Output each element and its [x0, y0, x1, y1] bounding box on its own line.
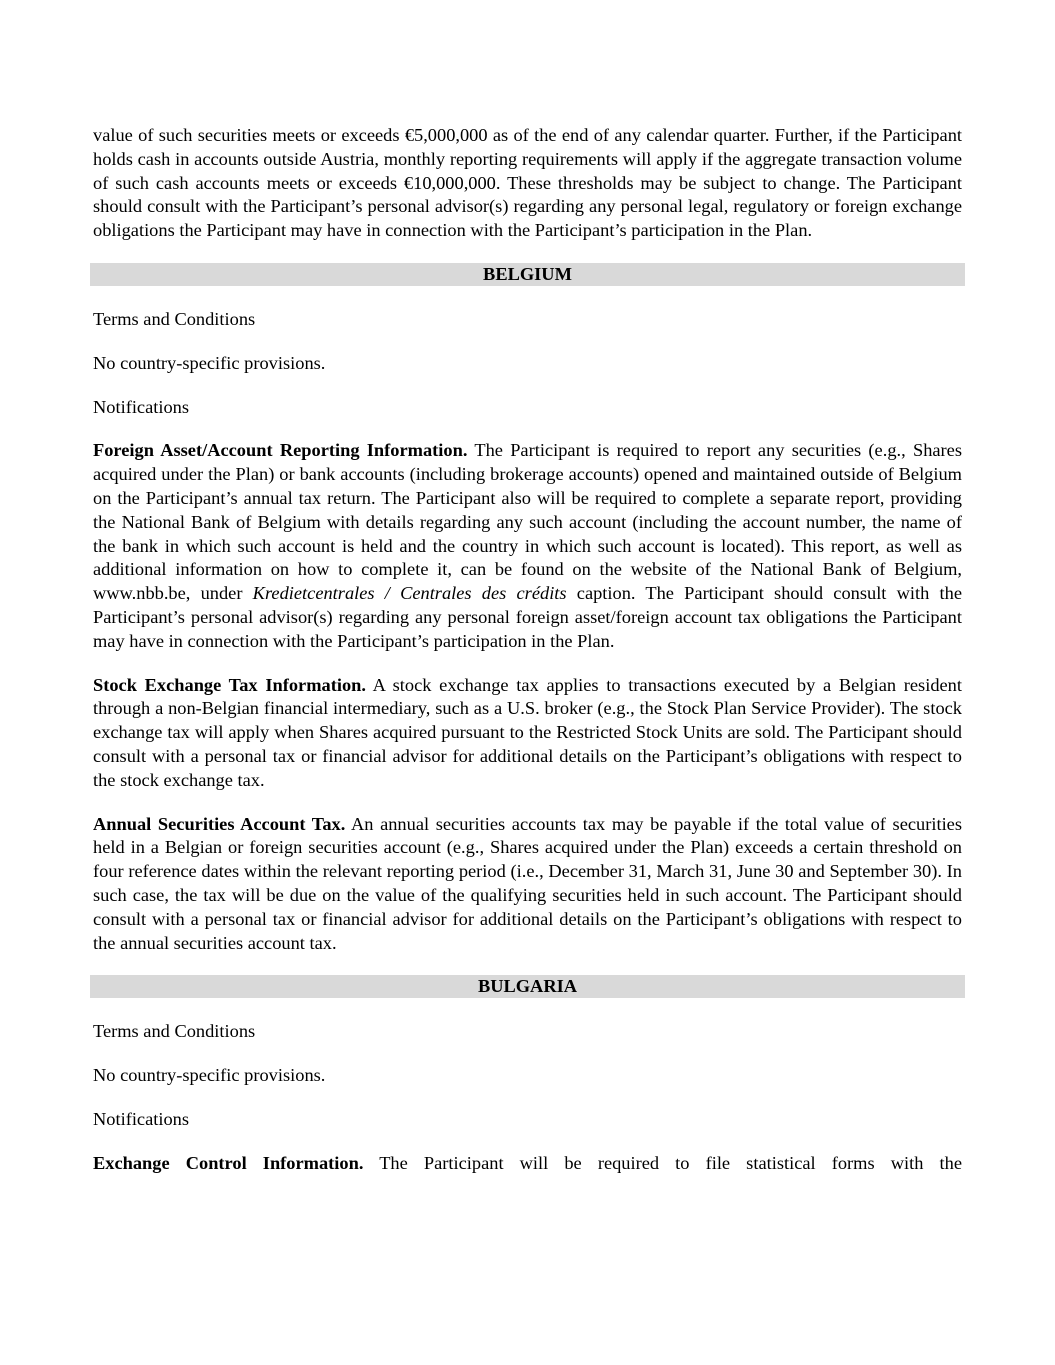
foreign-asset-italic: Kredietcentrales / Centrales des crédits [252, 583, 567, 604]
bulgaria-terms-text: No country-specific provisions. [93, 1065, 326, 1086]
annual-securities-title: Annual Securities Account Tax. [93, 813, 346, 834]
annual-securities-paragraph [93, 813, 962, 956]
stock-exchange-title: Stock Exchange Tax Information. [93, 674, 366, 695]
stock-exchange-text: A stock exchange tax applies to transactions executed by a Belgian resident through a non-Belgian financial intermediary, such as a U.S. broker (e.g., the Stock Plan Service Provider). The stock exchange tax will apply when Shares acquired pursuant to the Restricted Stock Units are sold. The Participant should consult with a personal tax or financial advisor for additional details on the Participant’s obligations with respect to the stock exchange tax. [93, 674, 962, 790]
exchange-control-text: The Participant will be required to file statistical forms with the [363, 1152, 963, 1173]
stock-exchange-paragraph [93, 674, 962, 793]
section-heading-bulgaria: BULGARIA [90, 975, 965, 998]
foreign-asset-title: Foreign Asset/Account Reporting Information. [93, 440, 468, 461]
foreign-asset-text-before: The Participant is required to report any securities (e.g., Shares acquired under the Plan) or bank accounts (including brokerage accounts) opened and maintained outside of Belgium on the Participant’s annual tax return. The Participant also will be required to complete a separate report, providing the National Bank of Belgium with details regarding any such account (including the account number, the name of the bank in which such account is held and the country in which such account is located). This report, as well as additional information on how to complete it, can be found on the website of the National Bank of Belgium, www.nbb.be, under [93, 440, 962, 604]
exchange-control-paragraph [93, 1152, 962, 1176]
belgium-terms-text: No country-specific provisions. [93, 352, 326, 373]
exchange-control-title: Exchange Control Information. [93, 1152, 364, 1173]
section-heading-belgium: BELGIUM [90, 263, 965, 286]
bulgaria-terms-heading: Terms and Conditions [93, 1021, 256, 1042]
foreign-asset-text-after: caption. The Participant should consult with the Participant’s personal advisor(s) regarding any personal foreign asset/foreign account tax obligations the Participant may have in connection with the Participant’s participation in the Plan. [93, 583, 962, 651]
belgium-notifications-heading: Notifications [93, 396, 190, 417]
bulgaria-notifications-heading: Notifications [93, 1108, 190, 1129]
belgium-terms-heading: Terms and Conditions [93, 308, 256, 329]
annual-securities-text: An annual securities accounts tax may be payable if the total value of securities held in a Belgian or foreign securities account (e.g., Shares acquired under the Plan) exceeds a certain threshold on four reference dates within the relevant reporting period (i.e., December 31, March 31, June 30 and September 30). In such case, the tax will be due on the value of the qualifying securities held in such account. The Participant should consult with a personal tax or financial advisor for additional details on the Participant’s obligations with respect to the annual securities account tax. [93, 813, 963, 953]
intro-paragraph: value of such securities meets or exceeds €5,000,000 as of the end of any calendar quarter. Further, if the Participant holds cash in accounts outside Austria, monthly reporting requirements will apply if the aggregate transaction volume of such cash accounts meets or exceeds €10,000,000. These thresholds may be subject to change. The Participant should consult with the Participant’s personal advisor(s) regarding any personal legal, regulatory or foreign exchange obligations the Participant may have in connection with the Participant’s participation in the Plan. [93, 125, 962, 241]
document-page [93, 124, 962, 1196]
foreign-asset-paragraph [93, 439, 962, 653]
